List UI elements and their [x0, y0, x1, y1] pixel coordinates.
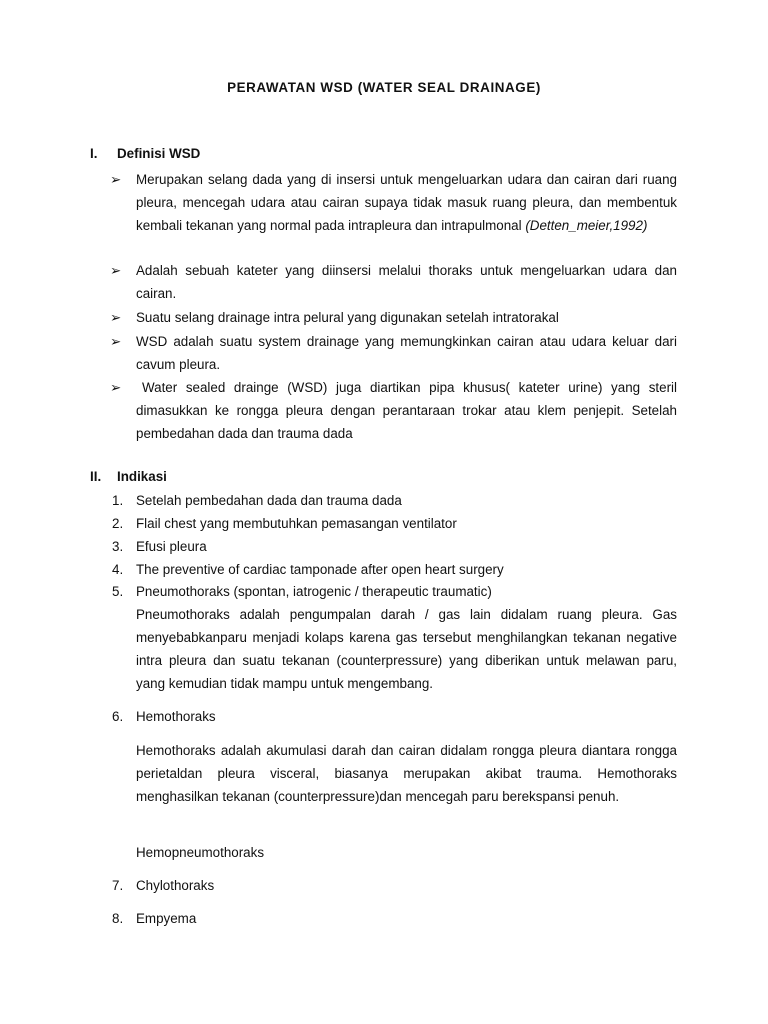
list-text: Hemothoraks [136, 709, 216, 724]
section-title: Indikasi [117, 469, 167, 484]
bullet-item [110, 306, 677, 329]
section-number: I. [90, 146, 98, 161]
list-text: Chylothoraks [136, 878, 215, 893]
bullet-text: Adalah sebuah kateter yang diinsersi melalui thoraks untuk mengeluarkan udara dan cairan. [136, 263, 677, 301]
list-number: 6. [112, 709, 124, 724]
list-number: 3. [112, 539, 124, 554]
bullet-item [110, 259, 677, 305]
arrow-bullet-icon: ➢ [110, 334, 122, 349]
list-item [112, 489, 677, 512]
section-number: II. [90, 469, 102, 484]
arrow-bullet-icon: ➢ [110, 380, 122, 395]
bullet-text: Water sealed drainge (WSD) juga diartikan pipa khusus( kateter urine) yang steril dimasukkan ke rongga pleura dengan perantaraan trokar atau klem penjepit. Setelah pembedahan dada dan trauma dada [136, 380, 677, 441]
list-text: The preventive of cardiac tamponade after open heart surgery [136, 562, 504, 577]
list-number: 4. [112, 562, 124, 577]
section-title: Definisi WSD [117, 146, 201, 161]
list-item [112, 907, 677, 930]
bullet-item [110, 376, 677, 445]
arrow-bullet-icon: ➢ [110, 310, 122, 325]
section-heading-indikasi [90, 469, 167, 484]
list-item [112, 558, 677, 581]
list-number: 7. [112, 878, 124, 893]
list-text: Pneumothoraks (spontan, iatrogenic / therapeutic traumatic) [136, 584, 492, 599]
list-item [112, 580, 677, 603]
bullet-item [110, 168, 677, 237]
list-text: Setelah pembedahan dada dan trauma dada [136, 493, 402, 508]
list-item [112, 512, 677, 535]
hemopneumothoraks-text: Hemopneumothoraks [136, 845, 265, 860]
pneumothoraks-paragraph: Pneumothoraks adalah pengumpalan darah / gas lain didalam ruang pleura. Gas menyebabkanparu menjadi kolaps karena gas tersebut menghilangkan tekanan negative intra pleura dan suatu tekanan (counterpressure) yang diberikan untuk melawan paru, yang kemudian tidak mampu untuk mengembang. [136, 607, 677, 691]
bullet-text: Suatu selang drainage intra pelural yang digunakan setelah intratorakal [136, 310, 559, 325]
citation: (Detten_meier,1992) [525, 218, 648, 233]
bullet-body: Merupakan selang dada yang di insersi untuk mengeluarkan udara dan cairan dari ruang pleura, mencegah udara atau cairan supaya tidak masuk ruang pleura, dan membentuk kembali tekanan yang normal pada intrapleura dan intrapulmonal [136, 172, 677, 233]
list-text: Flail chest yang membutuhkan pemasangan ventilator [136, 516, 457, 531]
document-title: PERAWATAN WSD (WATER SEAL DRAINAGE) [227, 80, 541, 95]
bullet-text [136, 168, 677, 237]
list-text: Empyema [136, 911, 197, 926]
list-number: 2. [112, 516, 124, 531]
section-heading-definisi [90, 146, 200, 161]
list-item [112, 874, 677, 897]
bullet-text: WSD adalah suatu system drainage yang memungkinkan cairan atau udara keluar dari cavum pleura. [136, 334, 677, 372]
list-number: 5. [112, 584, 124, 599]
hemothoraks-paragraph: Hemothoraks adalah akumulasi darah dan cairan didalam rongga pleura diantara rongga perietaldan pleura visceral, biasanya merupakan akibat trauma. Hemothoraks menghasilkan tekanan (counterpressure)dan mencegah paru berekspansi penuh. [136, 743, 677, 804]
bullet-item [110, 330, 677, 376]
list-number: 8. [112, 911, 124, 926]
arrow-bullet-icon: ➢ [110, 172, 122, 187]
list-number: 1. [112, 493, 124, 508]
list-item [112, 535, 677, 558]
list-text: Efusi pleura [136, 539, 207, 554]
list-item [112, 705, 677, 728]
arrow-bullet-icon: ➢ [110, 263, 122, 278]
